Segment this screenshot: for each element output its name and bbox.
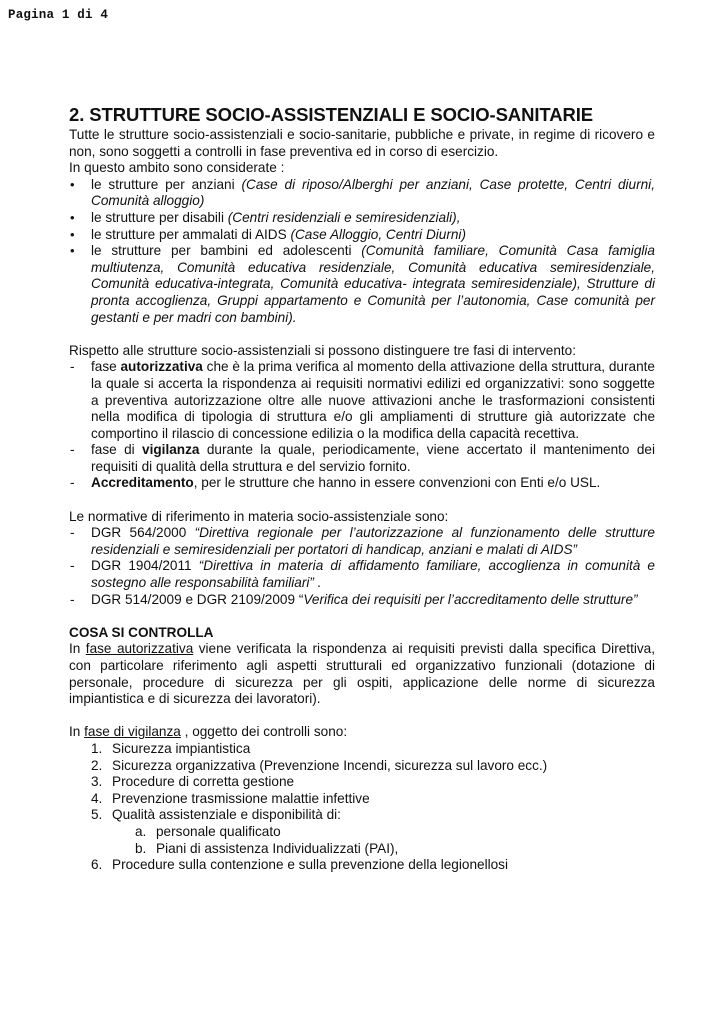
list-item: - Accreditamento, per le strutture che hanno in essere convenzioni con Enti e/o USL. [69, 475, 655, 492]
list-item: • le strutture per anziani (Case di riposo/Alberghi per anziani, Case protette, Centri diurni, Comunità alloggio) [69, 177, 655, 210]
list-item: - DGR 514/2009 e DGR 2109/2009 “Verifica dei requisiti per l’accreditamento delle strutture” [69, 592, 655, 609]
list-item: 5. Qualità assistenziale e disponibilità di: a. personale qualificato b. Piani di assistenza Individualizzati (PAI), [91, 807, 655, 857]
controls-list [69, 741, 655, 874]
list-item: 2. Sicurezza organizzativa (Prevenzione Incendi, sicurezza sul lavoro ecc.) [91, 757, 548, 773]
vigilance-phase-term: fase di vigilanza [84, 724, 181, 740]
vigilance-lead: In fase di vigilanza , oggetto dei controlli sono: [69, 724, 348, 740]
sub-list [112, 824, 655, 857]
section-title: 2. STRUTTURE SOCIO-ASSISTENZIALI E SOCIO-SANITARIE [69, 104, 593, 125]
list-item: • le strutture per ammalati di AIDS (Case Alloggio, Centri Diurni) [69, 227, 655, 244]
authorization-paragraph: In fase autorizzativa viene verificata la rispondenza ai requisiti previsti dalla specifica Direttiva, con particolare riferimento agli aspetti strutturali ed organizzativo funzionali (dotazione di personale, procedure di sicurezza per gli ospiti, applicazione delle norme di sicurezza impiantistica e di sicurezza dei lavoratori). [69, 641, 655, 707]
norms-lead: Le normative di riferimento in materia socio-assistenziale sono: [69, 508, 449, 524]
document-body [69, 104, 655, 874]
sub-list-item: a. personale qualificato [135, 823, 281, 839]
considered-lead: In questo ambito sono considerate : [69, 160, 285, 176]
phases-list [69, 359, 655, 492]
list-item: 6. Procedure sulla contenzione e sulla prevenzione della legionellosi [91, 857, 508, 873]
list-item: 3. Procedure di corretta gestione [91, 774, 295, 790]
list-item: • le strutture per bambini ed adolescenti (Comunità familiare, Comunità Casa famiglia multiutenza, Comunità educativa residenziale, Comunità educativa semiresidenziale, Comunità educativa-integrata, Comunità educativa- integrata semiresidenziale), Strutture di pronta accoglienza, Gruppi appartamento e Comunità per l’autonomia, Case comunità per gestanti e per madri con bambini). [69, 243, 655, 326]
list-item: • le strutture per disabili (Centri residenziali e semiresidenziali), [69, 210, 655, 227]
phases-lead: Rispetto alle strutture socio-assistenziali si possono distinguere tre fasi di intervento: [69, 342, 576, 358]
controls-heading: COSA SI CONTROLLA [69, 624, 214, 640]
list-item: - fase di vigilanza durante la quale, periodicamente, viene accertato il mantenimento dei requisiti di qualità della struttura e del servizio fornito. [69, 442, 655, 475]
structures-list [69, 177, 655, 326]
sub-list-item: b. Piani di assistenza Individualizzati (PAI), [135, 840, 399, 856]
page-number-header: Pagina 1 di 4 [8, 8, 109, 22]
intro-paragraph: Tutte le strutture socio-assistenziali e socio-sanitarie, pubbliche e private, in regime di ricovero e non, sono soggetti a controlli in fase preventiva ed in corso di esercizio. [69, 127, 655, 159]
norms-list [69, 525, 655, 608]
authorization-phase-term: fase autorizzativa [85, 641, 194, 657]
list-item: - DGR 1904/2011 “Direttiva in materia di affidamento familiare, accoglienza in comunità e sostegno alle responsabilità familiari” . [69, 558, 655, 591]
list-item: - fase autorizzativa che è la prima verifica al momento della attivazione della struttura, durante la quale si accerta la rispondenza ai requisiti normativi edilizi ed organizzativi: sono soggette a preventiva autorizzazione oltre alle nuove attivazioni anche le trasformazioni consistenti nella modifica di tipologia di struttura e/o gli ampliamenti di strutture già autorizzate che comportino il rilascio di concessione edilizia o la modifica della capacità recettiva. [69, 359, 655, 442]
list-item: - DGR 564/2000 “Direttiva regionale per l’autorizzazione al funzionamento delle strutture residenziali e semiresidenziali per portatori di handicap, anziani e malati di AIDS” [69, 525, 655, 558]
list-item: 1. Sicurezza impiantistica [91, 740, 251, 756]
list-item: 4. Prevenzione trasmissione malattie infettive [91, 790, 370, 806]
